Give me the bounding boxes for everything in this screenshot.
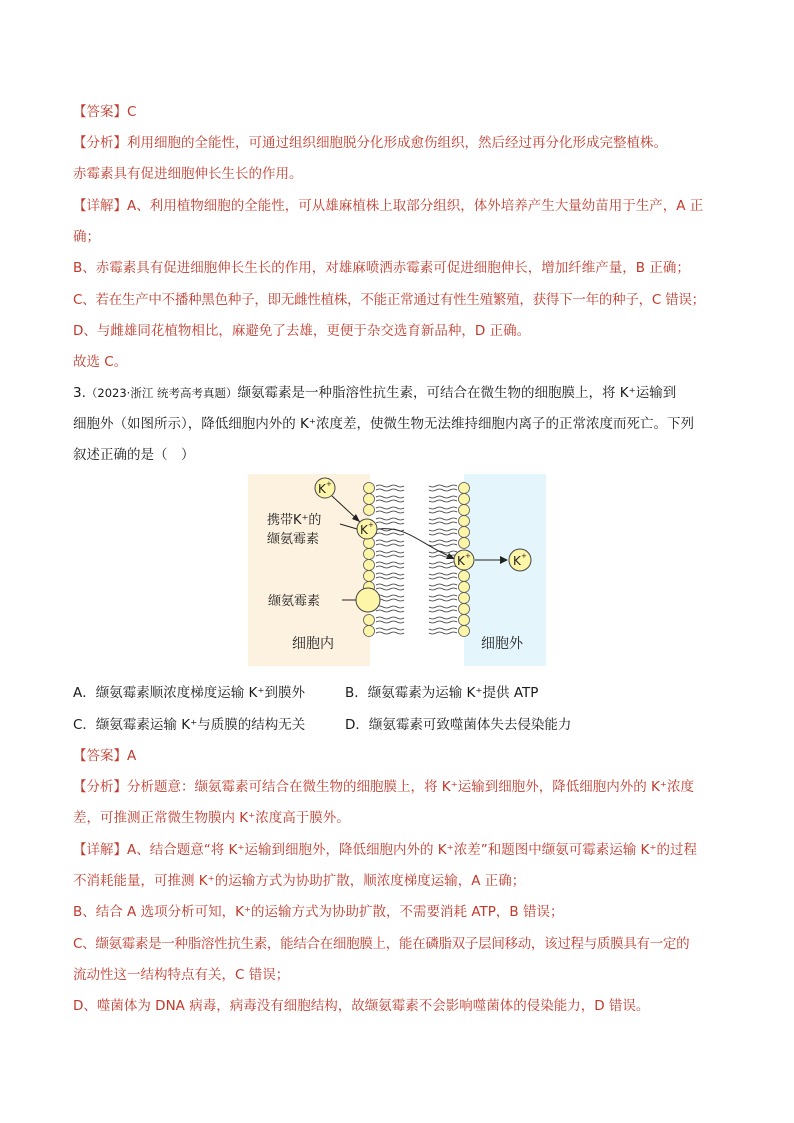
- q3-analysis-line: [73, 777, 723, 797]
- lipid-tail: [376, 610, 404, 612]
- lipid-tail: [376, 628, 404, 630]
- lipid-tail: [429, 507, 457, 509]
- q3-detail-b: B、结合 A 选项分析可知，K⁺的运输方式为协助扩散，不需要消耗 ATP，B 错误；: [73, 904, 564, 920]
- lipid-tail: [376, 555, 404, 557]
- q2-detail-b: B、赤霉素具有促进细胞伸长生长的作用，对雄麻喷洒赤霉素可促进细胞伸长，增加纤维产量，B 正确；: [73, 260, 690, 276]
- option-a: A．缬氨霉素顺浓度梯度运输 K⁺到膜外: [73, 685, 306, 701]
- lipid-head-outer: [459, 571, 470, 582]
- potassium-ion-carrier: [357, 519, 377, 539]
- ion-label-sup: +: [326, 480, 332, 488]
- q3-detail-a-line: [73, 840, 723, 860]
- lipid-tail: [376, 577, 404, 579]
- valinomycin-label: 缬氨霉素: [268, 594, 321, 609]
- q3-stem-line-3: 叙述正确的是（ ）: [73, 447, 195, 463]
- stem-text: 缬氨霉素是一种脂溶性抗生素，可结合在微生物的细胞膜上，将 K⁺运输到: [237, 385, 677, 401]
- answer-tag: 【答案】: [73, 748, 127, 764]
- analysis-tag: 【分析】: [73, 779, 127, 795]
- lipid-tail: [429, 511, 457, 513]
- q2-detail-d: D、与雌雄同花植物相比，麻避免了去雄，更便于杂交选育新品种，D 正确。: [73, 323, 531, 339]
- lipid-tail: [429, 500, 457, 502]
- detail-tag: 【详解】: [73, 198, 127, 214]
- lipid-tail: [429, 595, 457, 597]
- lipid-tail: [429, 588, 457, 590]
- lipid-tail: [429, 566, 457, 568]
- lipid-tail: [376, 489, 404, 491]
- lipid-tail: [376, 485, 404, 487]
- lipid-head-inner: [364, 483, 375, 494]
- lipid-head-inner: [364, 494, 375, 505]
- q3-detail-a-cont: 不消耗能量，可推测 K⁺的运输方式为协助扩散，顺浓度梯度运输，A 正确；: [73, 873, 526, 889]
- lipid-tail: [376, 584, 404, 586]
- lipid-head-outer: [459, 516, 470, 527]
- lipid-tail: [376, 522, 404, 524]
- lipid-tail: [376, 606, 404, 608]
- lipid-head-outer: [459, 615, 470, 626]
- ion-label: K: [457, 554, 465, 568]
- lipid-tail: [376, 573, 404, 575]
- ion-label-sup: +: [368, 521, 374, 529]
- ion-label: K: [360, 523, 368, 537]
- potassium-ion-outside: [509, 549, 531, 571]
- lipid-tail: [429, 621, 457, 623]
- q3-detail-c: C、缬氨霉素是一种脂溶性抗生素，能结合在细胞膜上，能在磷脂双子层间移动，该过程与质膜具有一定的: [73, 936, 690, 952]
- lipid-tail: [429, 562, 457, 564]
- analysis-text: 利用细胞的全能性，可通过组织细胞脱分化形成愈伤组织，然后经过再分化形成完整植株。: [127, 135, 667, 151]
- q2-analysis-line-2: 赤霉素具有促进细胞伸长生长的作用。: [73, 166, 303, 182]
- outside-label: 细胞外: [481, 636, 523, 652]
- lipid-head-inner: [364, 615, 375, 626]
- lipid-head-inner: [364, 626, 375, 637]
- lipid-head-outer: [459, 582, 470, 593]
- lipid-tail: [429, 606, 457, 608]
- answer-value: A: [127, 748, 137, 764]
- lipid-head-outer: [459, 527, 470, 538]
- lipid-tail: [429, 610, 457, 612]
- q2-answer-line: [73, 102, 723, 122]
- analysis-text: 分析题意：缬氨霉素可结合在微生物的细胞膜上，将 K⁺运输到细胞外，降低细胞内外的 K⁺浓度: [127, 779, 695, 795]
- lipid-tail: [429, 529, 457, 531]
- lipid-head-outer: [459, 505, 470, 516]
- lipid-tail: [429, 544, 457, 546]
- detail-a-text: A、结合题意“将 K⁺运输到细胞外，降低细胞内外的 K⁺浓差”和题图中缬氨可霉素运输 K⁺的过程: [127, 842, 698, 858]
- lipid-tail: [429, 496, 457, 498]
- lipid-tail: [429, 485, 457, 487]
- q3-stem-line-1: [73, 383, 723, 403]
- lipid-tail: [429, 632, 457, 634]
- q2-detail-a-line: [73, 196, 723, 216]
- ion-label: K: [513, 554, 521, 568]
- lipid-tail: [429, 617, 457, 619]
- lipid-tail: [376, 533, 404, 535]
- lipid-tail: [429, 518, 457, 520]
- q2-conclusion: 故选 C。: [73, 354, 128, 370]
- lipid-tail: [429, 522, 457, 524]
- lipid-head-outer: [459, 494, 470, 505]
- inside-label: 细胞内: [292, 636, 334, 652]
- lipid-head-outer: [459, 593, 470, 604]
- detail-tag: 【详解】: [73, 842, 127, 858]
- valinomycin-molecule: [356, 588, 380, 612]
- ion-label-sup: +: [465, 552, 471, 560]
- question-source: （2023·浙江 统考高考真题）: [85, 386, 238, 400]
- lipid-head-inner: [364, 549, 375, 560]
- lipid-tail: [376, 617, 404, 619]
- question-number: 3.: [73, 385, 86, 401]
- lipid-tail: [376, 540, 404, 542]
- lipid-tail: [376, 588, 404, 590]
- lipid-tail: [376, 566, 404, 568]
- lipid-tail: [376, 496, 404, 498]
- analysis-tag: 【分析】: [73, 135, 127, 151]
- lipid-tail: [429, 540, 457, 542]
- lipid-tail: [429, 555, 457, 557]
- ion-label-sup: +: [521, 552, 527, 560]
- lipid-tail: [429, 533, 457, 535]
- lipid-head-inner: [364, 560, 375, 571]
- lipid-head-inner: [364, 505, 375, 516]
- lipid-tail: [429, 573, 457, 575]
- option-d: D．缬氨霉素可致噬菌体失去侵染能力: [345, 717, 572, 733]
- option-c: C．缬氨霉素运输 K⁺与质膜的结构无关: [73, 717, 306, 733]
- lipid-tail: [429, 599, 457, 601]
- lipid-tail: [429, 489, 457, 491]
- detail-a-text: A、利用植物细胞的全能性，可从雄麻植株上取部分组织，体外培养产生大量幼苗用于生产，A 正: [127, 198, 704, 214]
- carrier-label-line-1: 携带K⁺的: [267, 513, 322, 528]
- lipid-tail: [376, 595, 404, 597]
- lipid-tail: [376, 511, 404, 513]
- answer-tag: 【答案】: [73, 104, 127, 120]
- lipid-head-outer: [459, 604, 470, 615]
- valinomycin-membrane-figure: [248, 474, 546, 666]
- potassium-ion-released-carrier: [454, 550, 474, 570]
- lipid-tail: [376, 562, 404, 564]
- lipid-tail: [376, 518, 404, 520]
- answer-value: C: [127, 104, 137, 120]
- lipid-tail: [376, 544, 404, 546]
- ion-label: K: [318, 482, 326, 496]
- q3-analysis-cont: 差，可推测正常微生物膜内 K⁺浓度高于膜外。: [73, 810, 350, 826]
- q2-detail-a-cont: 确；: [73, 229, 100, 245]
- q2-analysis-line: [73, 133, 723, 153]
- q3-detail-d: D、噬菌体为 DNA 病毒，病毒没有细胞结构，故缬氨霉素不会影响噬菌体的侵染能力，D 错误。: [73, 998, 650, 1014]
- lipid-tail: [376, 500, 404, 502]
- lipid-tail: [376, 621, 404, 623]
- carrier-label-line-2: 缬氨霉素: [267, 532, 320, 547]
- q2-detail-c: C、若在生产中不播种黑色种子，即无雌性植株，不能正常通过有性生殖繁殖，获得下一年的种子，C 错误；: [73, 292, 705, 308]
- lipid-tail: [376, 507, 404, 509]
- q3-stem-line-2: 细胞外（如图所示），降低细胞内外的 K⁺浓度差，使微生物无法维持细胞内离子的正常浓度而死亡。下列: [73, 416, 695, 432]
- lipid-head-outer: [459, 483, 470, 494]
- lipid-head-outer: [459, 538, 470, 549]
- lipid-tail: [376, 551, 404, 553]
- lipid-tail: [429, 584, 457, 586]
- lipid-head-inner: [364, 571, 375, 582]
- lipid-tail: [376, 632, 404, 634]
- lipid-tail: [429, 551, 457, 553]
- q3-detail-c-cont: 流动性这一结构特点有关，C 错误；: [73, 967, 290, 983]
- option-b: B．缬氨霉素为运输 K⁺提供 ATP: [345, 685, 539, 701]
- lipid-tail: [429, 628, 457, 630]
- lipid-tail: [429, 577, 457, 579]
- lipid-head-outer: [459, 626, 470, 637]
- potassium-ion-free: [315, 478, 335, 498]
- q3-answer-line: [73, 746, 723, 766]
